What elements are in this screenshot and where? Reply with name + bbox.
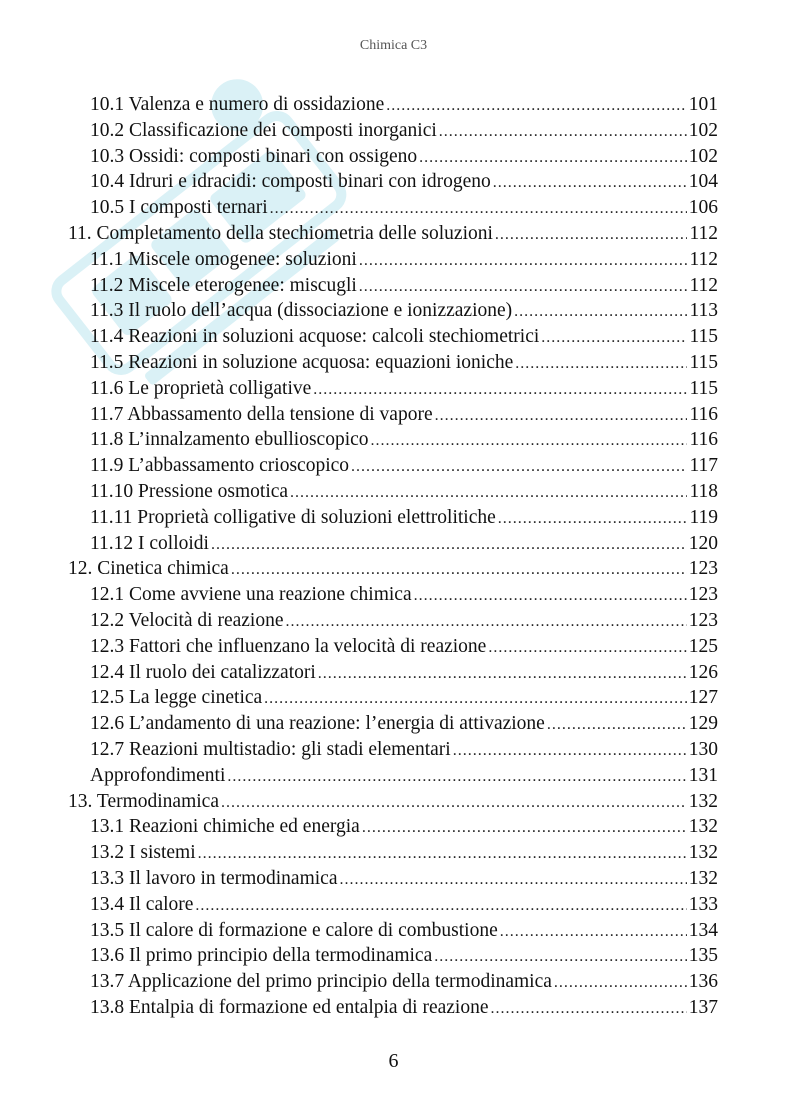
- toc-entry-page: 126: [688, 661, 718, 683]
- toc-entry: [68, 995, 718, 1021]
- dot-leader: [554, 970, 687, 995]
- toc-entry-title: 12.2 Velocità di reazione: [90, 609, 284, 631]
- dot-leader: [515, 351, 687, 376]
- toc-entry: [68, 195, 718, 221]
- toc-entry-page: 133: [688, 893, 718, 915]
- toc-entry: [68, 144, 718, 170]
- toc-entry-title: 11.2 Miscele eterogenee: miscugli: [90, 274, 357, 296]
- toc-entry-title: 13.1 Reazioni chimiche ed energia: [90, 816, 360, 838]
- dot-leader: [435, 403, 688, 428]
- dot-leader: [419, 145, 687, 170]
- toc-entry-title: 10.2 Classificazione dei composti inorganici: [90, 119, 437, 141]
- toc-entry-title: 10.3 Ossidi: composti binari con ossigeno: [90, 145, 418, 167]
- dot-leader: [270, 196, 687, 221]
- dot-leader: [318, 661, 687, 686]
- toc-entry: [68, 943, 718, 969]
- toc-entry-page: 112: [689, 222, 718, 244]
- dot-leader: [195, 893, 686, 918]
- toc-entry-page: 102: [688, 145, 718, 167]
- toc-entry: [68, 221, 718, 247]
- toc-entry-title: 11.11 Proprietà colligative di soluzioni elettrolitiche: [90, 506, 496, 528]
- toc-entry-page: 125: [688, 635, 718, 657]
- toc-entry-title: 13.2 I sistemi: [90, 842, 196, 864]
- dot-leader: [488, 635, 686, 660]
- toc-entry-title: 13.8 Entalpia di formazione ed entalpia di reazione: [90, 996, 489, 1018]
- toc-entry: [68, 918, 718, 944]
- toc-entry: [68, 763, 718, 789]
- toc-entry-title: 12. Cinetica chimica: [68, 558, 229, 580]
- toc-entry: [68, 685, 718, 711]
- dot-leader: [227, 764, 686, 789]
- toc-entry: [68, 556, 718, 582]
- toc-entry-title: 11.4 Reazioni in soluzioni acquose: calcoli stechiometrici: [90, 326, 540, 348]
- toc-entry-title: 13.5 Il calore di formazione e calore di combustione: [90, 919, 498, 941]
- dot-leader: [453, 738, 687, 763]
- dot-leader: [362, 815, 687, 840]
- toc-entry: [68, 402, 718, 428]
- dot-leader: [231, 557, 687, 582]
- dot-leader: [359, 274, 688, 299]
- toc-entry-title: 13.6 Il primo principio della termodinamica: [90, 945, 433, 967]
- toc-entry: [68, 505, 718, 531]
- toc-entry: [68, 840, 718, 866]
- dot-leader: [514, 299, 687, 324]
- toc-entry-page: 132: [688, 867, 718, 889]
- toc-entry-page: 132: [688, 790, 718, 812]
- toc-entry-title: 10.4 Idruri e idracidi: composti binari con idrogeno: [90, 171, 491, 193]
- toc-entry-title: 11.9 L’abbassamento crioscopico: [90, 455, 350, 477]
- toc-entry: [68, 169, 718, 195]
- toc-entry-page: 116: [689, 429, 718, 451]
- toc-entry-title: 10.1 Valenza e numero di ossidazione: [90, 94, 385, 115]
- toc-entry-page: 116: [689, 403, 718, 425]
- toc-entry: [68, 969, 718, 995]
- dot-leader: [339, 867, 686, 892]
- toc-entry-page: 123: [688, 609, 718, 631]
- toc-entry-title: Approfondimenti: [90, 764, 226, 786]
- toc-entry-page: 113: [689, 300, 718, 322]
- dot-leader: [290, 480, 687, 505]
- toc-entry: [68, 866, 718, 892]
- toc-entry-page: 117: [689, 455, 718, 477]
- toc-entry-page: 123: [688, 584, 718, 606]
- toc-entry-page: 129: [688, 713, 718, 735]
- toc-entry-page: 127: [688, 687, 718, 709]
- toc-entry: [68, 298, 718, 324]
- dot-leader: [414, 583, 687, 608]
- toc-entry-title: 13.3 Il lavoro in termodinamica: [90, 867, 338, 889]
- toc-entry-page: 101: [688, 94, 718, 115]
- toc-entry-page: 132: [688, 842, 718, 864]
- table-of-contents: [68, 92, 718, 1021]
- dot-leader: [286, 609, 687, 634]
- toc-entry-page: 120: [688, 532, 718, 554]
- toc-entry: [68, 350, 718, 376]
- toc-entry: [68, 531, 718, 557]
- toc-entry-page: 135: [688, 945, 718, 967]
- toc-entry-page: 137: [688, 996, 718, 1018]
- toc-entry-page: 119: [689, 506, 718, 528]
- dot-leader: [359, 248, 688, 273]
- toc-entry: [68, 892, 718, 918]
- toc-entry-title: 12.7 Reazioni multistadio: gli stadi elementari: [90, 738, 451, 760]
- toc-entry-page: 136: [688, 971, 718, 993]
- toc-entry-page: 102: [688, 119, 718, 141]
- toc-entry-title: 11.7 Abbassamento della tensione di vapore: [90, 403, 433, 425]
- toc-entry-title: 11.1 Miscele omogenee: soluzioni: [90, 248, 357, 270]
- toc-entry: [68, 453, 718, 479]
- toc-entry-title: 13.4 Il calore: [90, 893, 194, 915]
- toc-entry: [68, 324, 718, 350]
- toc-entry: [68, 608, 718, 634]
- toc-entry: [68, 634, 718, 660]
- toc-entry-page: 132: [688, 816, 718, 838]
- toc-entry-page: 112: [689, 274, 718, 296]
- toc-entry: [68, 118, 718, 144]
- toc-entry-page: 118: [689, 480, 718, 502]
- dot-leader: [386, 93, 687, 118]
- dot-leader: [264, 686, 687, 711]
- dot-leader: [434, 944, 687, 969]
- toc-entry-title: 11.6 Le proprietà colligative: [90, 377, 312, 399]
- toc-entry-title: 11.5 Reazioni in soluzione acquosa: equazioni ioniche: [90, 351, 514, 373]
- toc-entry-title: 12.4 Il ruolo dei catalizzatori: [90, 661, 316, 683]
- dot-leader: [491, 996, 687, 1021]
- toc-entry: [68, 737, 718, 763]
- toc-entry-title: 12.5 La legge cinetica: [90, 687, 263, 709]
- dot-leader: [547, 712, 687, 737]
- toc-entry-title: 10.5 I composti ternari: [90, 197, 268, 219]
- toc-entry-page: 115: [689, 377, 718, 399]
- dot-leader: [495, 222, 688, 247]
- toc-entry-title: 11.3 Il ruolo dell’acqua (dissociazione e ionizzazione): [90, 300, 513, 322]
- page-number: 6: [388, 1050, 399, 1072]
- toc-entry-page: 130: [688, 738, 718, 760]
- dot-leader: [439, 119, 687, 144]
- toc-entry-title: 11.10 Pressione osmotica: [90, 480, 289, 502]
- toc-entry-page: 134: [688, 919, 718, 941]
- dot-leader: [198, 841, 687, 866]
- toc-entry-page: 123: [688, 558, 718, 580]
- toc-entry-title: 12.3 Fattori che influenzano la velocità di reazione: [90, 635, 487, 657]
- toc-entry-title: 11.12 I colloidi: [90, 532, 209, 554]
- dot-leader: [351, 454, 687, 479]
- toc-entry-title: 12.6 L’andamento di una reazione: l’energia di attivazione: [90, 713, 545, 735]
- dot-leader: [498, 506, 688, 531]
- toc-entry-page: 104: [688, 171, 718, 193]
- toc-entry: [68, 814, 718, 840]
- dot-leader: [211, 532, 687, 557]
- toc-entry: [68, 789, 718, 815]
- toc-entry-page: 112: [689, 248, 718, 270]
- toc-entry-page: 106: [688, 197, 718, 219]
- toc-entry-title: 11. Completamento della stechiometria delle soluzioni: [68, 222, 493, 244]
- toc-entry: [68, 711, 718, 737]
- toc-entry-page: 115: [689, 326, 718, 348]
- dot-leader: [500, 919, 687, 944]
- toc-entry: [68, 247, 718, 273]
- toc-entry-page: 131: [688, 764, 718, 786]
- toc-entry-page: 115: [689, 351, 718, 373]
- dot-leader: [493, 170, 687, 195]
- toc-entry: [68, 479, 718, 505]
- running-header: Chimica C3: [359, 38, 428, 53]
- toc-entry: [68, 92, 718, 118]
- dot-leader: [371, 428, 688, 453]
- dot-leader: [313, 377, 687, 402]
- toc-entry-title: 12.1 Come avviene una reazione chimica: [90, 584, 412, 606]
- toc-entry: [68, 660, 718, 686]
- toc-entry-title: 13.7 Applicazione del primo principio della termodinamica: [90, 971, 552, 993]
- toc-entry-title: 13. Termodinamica: [68, 790, 219, 812]
- dot-leader: [541, 325, 687, 350]
- dot-leader: [221, 790, 687, 815]
- toc-entry: [68, 273, 718, 299]
- toc-entry: [68, 376, 718, 402]
- toc-entry: [68, 427, 718, 453]
- toc-entry-title: 11.8 L’innalzamento ebullioscopico: [90, 429, 369, 451]
- toc-entry: [68, 582, 718, 608]
